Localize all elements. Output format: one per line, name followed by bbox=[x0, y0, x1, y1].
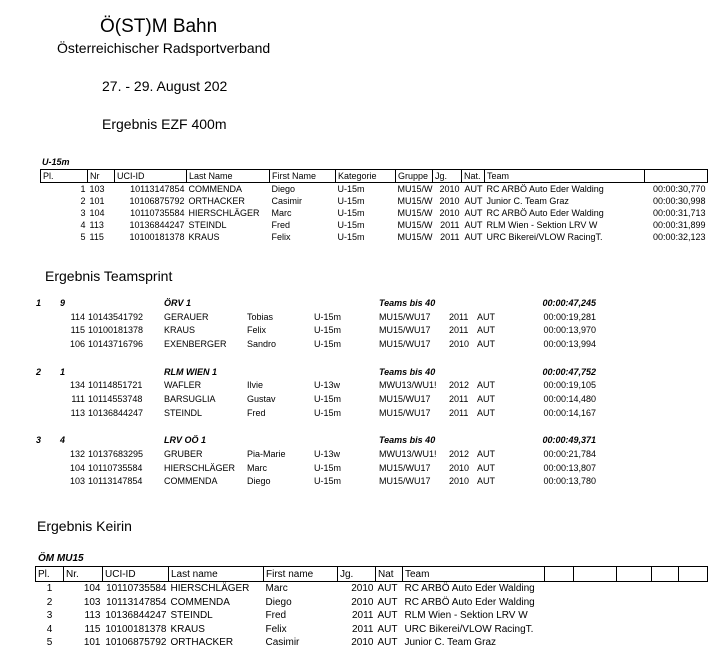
group: MU15/W bbox=[397, 184, 433, 194]
col-first: First Name bbox=[270, 170, 336, 183]
result-time: 00:00:31,713 bbox=[652, 208, 706, 218]
bib-number: 103 bbox=[89, 184, 105, 194]
nationality: AUT bbox=[464, 232, 483, 242]
last-name: WAFLER bbox=[164, 380, 202, 391]
group: MU15/W bbox=[397, 220, 433, 230]
uci-id: 10143541792 bbox=[88, 311, 144, 322]
bib-number: 115 bbox=[70, 325, 85, 336]
uci-id: 10136844247 bbox=[88, 407, 144, 418]
last-name: COMMENDA bbox=[170, 596, 230, 608]
rider-row bbox=[36, 392, 596, 406]
first-name: Ilvie bbox=[247, 380, 264, 391]
last-name: KRAUS bbox=[164, 325, 196, 336]
first-name: Casimir bbox=[271, 196, 302, 206]
team-time: 00:00:49,371 bbox=[542, 435, 596, 446]
team-name: RC ARBÖ Auto Eder Walding bbox=[486, 208, 604, 218]
uci-id: 10114553748 bbox=[88, 393, 143, 404]
teamsprint-results-table bbox=[36, 296, 596, 488]
col-last: Last name bbox=[169, 567, 264, 582]
first-name: Fred bbox=[271, 220, 291, 230]
uci-id: 10113147854 bbox=[106, 596, 167, 608]
rider-row bbox=[36, 461, 596, 475]
col-empty bbox=[617, 567, 652, 582]
bib-number: 113 bbox=[84, 610, 101, 622]
category: U-15m bbox=[337, 196, 365, 206]
col-grp: Gruppe bbox=[396, 170, 433, 183]
first-name: Tobias bbox=[247, 311, 274, 322]
team-number: 9 bbox=[60, 297, 66, 308]
team-name: ÖRV 1 bbox=[164, 297, 192, 308]
spacer bbox=[36, 447, 60, 461]
spacer bbox=[36, 337, 60, 351]
first-name: Marc bbox=[247, 462, 267, 473]
col-nr: Nr. bbox=[64, 567, 103, 582]
team-name: RC ARBÖ Auto Eder Walding bbox=[404, 583, 535, 595]
birth-year: 2012 bbox=[449, 449, 470, 460]
last-name: HIERSCHLÄGER bbox=[170, 583, 250, 595]
first-name: Gustav bbox=[247, 393, 276, 404]
nationality: AUT bbox=[477, 380, 495, 391]
keirin-results-table bbox=[35, 566, 708, 650]
event-date: 27. - 29. August 202 bbox=[102, 78, 228, 94]
spacer bbox=[88, 365, 164, 379]
first-name: Felix bbox=[271, 232, 291, 242]
place: 4 bbox=[80, 220, 86, 230]
result-title-teamsprint: Ergebnis Teamsprint bbox=[45, 268, 173, 284]
birth-year: 2012 bbox=[449, 380, 470, 391]
result-time: 00:00:31,899 bbox=[652, 220, 706, 230]
uci-id: 10100181378 bbox=[105, 623, 167, 635]
team-group: Teams bis 40 bbox=[379, 297, 436, 308]
nationality: AUT bbox=[477, 407, 495, 418]
spacer bbox=[88, 296, 164, 310]
rider-row bbox=[36, 337, 596, 351]
uci-id: 10136844247 bbox=[105, 610, 167, 622]
result-time: 00:00:30,998 bbox=[652, 196, 706, 206]
team-place: 1 bbox=[36, 297, 42, 308]
spacer bbox=[36, 351, 596, 365]
team-time: 00:00:47,752 bbox=[542, 366, 596, 377]
spacer bbox=[36, 378, 60, 392]
place: 5 bbox=[80, 232, 86, 242]
last-name: HIERSCHLÄGER bbox=[188, 208, 260, 218]
nationality: AUT bbox=[377, 583, 398, 595]
place: 1 bbox=[46, 583, 53, 595]
ezf-results-table bbox=[40, 169, 708, 243]
uci-id: 10113147854 bbox=[130, 184, 185, 194]
team-row bbox=[36, 365, 596, 379]
birth-year: 2010 bbox=[351, 583, 374, 595]
result-time: 00:00:21,784 bbox=[543, 449, 596, 460]
col-nr: Nr bbox=[88, 170, 115, 183]
spacer bbox=[237, 434, 379, 448]
last-name: KRAUS bbox=[188, 232, 220, 242]
nationality: AUT bbox=[477, 338, 495, 349]
team-name: RLM Wien - Sektion LRV W bbox=[486, 220, 598, 230]
group: MU15/WU17 bbox=[379, 476, 431, 487]
team-name: LRV OÖ 1 bbox=[164, 435, 207, 446]
category: U-15m bbox=[337, 220, 365, 230]
col-team: Team bbox=[485, 170, 645, 183]
keirin-row bbox=[36, 596, 708, 610]
birth-year: 2010 bbox=[439, 196, 460, 206]
nationality: AUT bbox=[377, 610, 398, 622]
keirin-header-row bbox=[36, 567, 708, 582]
uci-id: 10100181378 bbox=[129, 232, 185, 242]
col-uci: UCI-ID bbox=[115, 170, 187, 183]
ezf-category: U-15m bbox=[42, 157, 70, 167]
result-time: 00:00:14,167 bbox=[543, 407, 596, 418]
last-name: HIERSCHLÄGER bbox=[164, 462, 236, 473]
team-name: Junior C. Team Graz bbox=[486, 196, 569, 206]
last-name: STEINDL bbox=[188, 220, 227, 230]
group: MWU13/WU1! bbox=[379, 449, 437, 460]
group: MWU13/WU1! bbox=[379, 380, 437, 391]
group: MU15/WU17 bbox=[379, 325, 431, 336]
birth-year: 2011 bbox=[449, 393, 469, 404]
birth-year: 2011 bbox=[351, 610, 374, 622]
birth-year: 2011 bbox=[440, 220, 460, 230]
first-name: Sandro bbox=[247, 338, 277, 349]
uci-id: 10113147854 bbox=[88, 476, 143, 487]
last-name: EXENBERGER bbox=[164, 338, 227, 349]
keirin-row bbox=[36, 609, 708, 623]
bib-number: 115 bbox=[84, 623, 101, 635]
birth-year: 2010 bbox=[449, 462, 470, 473]
col-jg: Jg. bbox=[433, 170, 462, 183]
team-row bbox=[36, 296, 596, 310]
bib-number: 115 bbox=[89, 232, 104, 242]
first-name: Diego bbox=[247, 476, 271, 487]
col-time bbox=[645, 170, 708, 183]
last-name: KRAUS bbox=[170, 623, 205, 635]
category: U-15m bbox=[314, 476, 342, 487]
col-empty bbox=[652, 567, 679, 582]
first-name: Pia-Marie bbox=[247, 449, 286, 460]
col-empty bbox=[574, 567, 617, 582]
ezf-row bbox=[41, 183, 708, 196]
col-jg: Jg. bbox=[338, 567, 376, 582]
result-time: 00:00:13,994 bbox=[543, 338, 596, 349]
team-row bbox=[36, 434, 596, 448]
team-group: Teams bis 40 bbox=[379, 435, 436, 446]
bib-number: 114 bbox=[70, 311, 85, 322]
rider-row bbox=[36, 406, 596, 420]
group: MU15/WU17 bbox=[379, 407, 431, 418]
col-nat: Nat bbox=[376, 567, 403, 582]
document-title: Ö(ST)M Bahn bbox=[100, 16, 218, 37]
bib-number: 104 bbox=[83, 583, 101, 595]
first-name: Marc bbox=[271, 208, 292, 218]
category: U-15m bbox=[337, 184, 365, 194]
last-name: ORTHACKER bbox=[188, 196, 245, 206]
last-name: GRUBER bbox=[164, 449, 203, 460]
ezf-row bbox=[41, 219, 708, 231]
bib-number: 134 bbox=[69, 380, 85, 391]
spacer bbox=[36, 323, 60, 337]
result-time: 00:00:13,780 bbox=[543, 476, 596, 487]
last-name: GERAUER bbox=[164, 311, 209, 322]
team-name: URC Bikerei/VLOW RacingT. bbox=[404, 623, 534, 635]
rider-row bbox=[36, 447, 596, 461]
first-name: Marc bbox=[265, 583, 288, 595]
col-pl: Pl. bbox=[41, 170, 88, 183]
uci-id: 10106875792 bbox=[105, 637, 167, 649]
team-place: 2 bbox=[36, 366, 42, 377]
team-number: 1 bbox=[60, 366, 66, 377]
uci-id: 10143716796 bbox=[88, 338, 144, 349]
birth-year: 2011 bbox=[449, 407, 469, 418]
nationality: AUT bbox=[477, 325, 495, 336]
bib-number: 106 bbox=[69, 338, 85, 349]
first-name: Felix bbox=[247, 325, 267, 336]
nationality: AUT bbox=[477, 476, 495, 487]
bib-number: 113 bbox=[70, 407, 85, 418]
rider-row bbox=[36, 475, 596, 489]
bib-number: 113 bbox=[89, 220, 104, 230]
last-name: COMMENDA bbox=[164, 476, 218, 487]
first-name: Diego bbox=[271, 184, 296, 194]
team-name: RC ARBÖ Auto Eder Walding bbox=[486, 184, 604, 194]
first-name: Fred bbox=[265, 610, 287, 622]
spacer bbox=[36, 420, 596, 434]
keirin-row bbox=[36, 623, 708, 637]
result-time: 00:00:13,807 bbox=[543, 462, 596, 473]
federation-name: Österreichischer Radsportverband bbox=[57, 40, 271, 56]
bib-number: 101 bbox=[89, 196, 105, 206]
spacer bbox=[36, 406, 60, 420]
category: U-15m bbox=[337, 208, 365, 218]
category: U-15m bbox=[337, 232, 365, 242]
first-name: Felix bbox=[265, 623, 287, 635]
uci-id: 10100181378 bbox=[88, 325, 144, 336]
nationality: AUT bbox=[464, 184, 483, 194]
last-name: STEINDL bbox=[164, 407, 203, 418]
nationality: AUT bbox=[477, 311, 495, 322]
birth-year: 2010 bbox=[449, 338, 470, 349]
ezf-row bbox=[41, 207, 708, 219]
category: U-15m bbox=[314, 325, 342, 336]
bib-number: 103 bbox=[83, 596, 101, 608]
col-first: First name bbox=[264, 567, 338, 582]
place: 3 bbox=[46, 610, 53, 622]
result-time: 00:00:19,105 bbox=[543, 380, 596, 391]
group: MU15/WU17 bbox=[379, 462, 431, 473]
birth-year: 2010 bbox=[351, 596, 374, 608]
first-name: Casimir bbox=[265, 637, 300, 649]
last-name: COMMENDA bbox=[188, 184, 242, 194]
result-time: 00:00:13,970 bbox=[543, 325, 596, 336]
uci-id: 10110735584 bbox=[88, 462, 143, 473]
col-pl: Pl. bbox=[36, 567, 64, 582]
nationality: AUT bbox=[477, 449, 495, 460]
birth-year: 2011 bbox=[351, 623, 374, 635]
group: MU15/W bbox=[397, 232, 433, 242]
col-empty bbox=[545, 567, 574, 582]
col-empty bbox=[679, 567, 708, 582]
place: 4 bbox=[46, 623, 53, 635]
bib-number: 101 bbox=[83, 637, 101, 649]
keirin-row bbox=[36, 636, 708, 650]
col-uci: UCI-ID bbox=[103, 567, 169, 582]
spacer bbox=[36, 475, 60, 489]
col-last: Last Name bbox=[187, 170, 270, 183]
group: MU15/WU17 bbox=[379, 311, 431, 322]
col-cat: Kategorie bbox=[336, 170, 396, 183]
uci-id: 10110735584 bbox=[130, 208, 185, 218]
keirin-category: ÖM MU15 bbox=[38, 553, 84, 564]
category: U-13w bbox=[314, 449, 341, 460]
group: MU15/WU17 bbox=[379, 393, 431, 404]
birth-year: 2010 bbox=[351, 637, 374, 649]
birth-year: 2011 bbox=[449, 311, 469, 322]
team-name: RC ARBÖ Auto Eder Walding bbox=[404, 596, 535, 608]
keirin-row bbox=[36, 582, 708, 596]
group: MU15/W bbox=[397, 196, 433, 206]
nationality: AUT bbox=[464, 196, 483, 206]
col-nat: Nat. bbox=[462, 170, 485, 183]
ezf-header-row bbox=[41, 170, 708, 183]
bib-number: 104 bbox=[69, 462, 85, 473]
team-name: Junior C. Team Graz bbox=[404, 637, 497, 649]
bib-number: 103 bbox=[69, 476, 85, 487]
first-name: Fred bbox=[247, 407, 266, 418]
team-number: 4 bbox=[60, 435, 66, 446]
last-name: BARSUGLIA bbox=[164, 393, 216, 404]
nationality: AUT bbox=[377, 596, 398, 608]
nationality: AUT bbox=[464, 220, 483, 230]
nationality: AUT bbox=[477, 462, 495, 473]
bib-number: 104 bbox=[89, 208, 105, 218]
spacer-row bbox=[36, 420, 596, 434]
spacer bbox=[88, 434, 164, 448]
category: U-15m bbox=[314, 338, 342, 349]
team-name: RLM Wien - Sektion LRV W bbox=[404, 610, 528, 622]
last-name: ORTHACKER bbox=[170, 637, 234, 649]
first-name: Diego bbox=[265, 596, 292, 608]
rider-row bbox=[36, 378, 596, 392]
category: U-13w bbox=[314, 380, 341, 391]
team-name: RLM WIEN 1 bbox=[164, 366, 217, 377]
uci-id: 10106875792 bbox=[129, 196, 185, 206]
team-group: Teams bis 40 bbox=[379, 366, 436, 377]
rider-row bbox=[36, 323, 596, 337]
spacer-row bbox=[36, 351, 596, 365]
nationality: AUT bbox=[377, 623, 398, 635]
place: 3 bbox=[80, 208, 86, 218]
place: 2 bbox=[46, 596, 53, 608]
team-time: 00:00:47,245 bbox=[542, 297, 596, 308]
category: U-15m bbox=[314, 407, 342, 418]
result-time: 00:00:30,770 bbox=[652, 184, 706, 194]
result-time: 00:00:14,480 bbox=[543, 393, 596, 404]
bib-number: 132 bbox=[69, 449, 85, 460]
ezf-row bbox=[41, 231, 708, 243]
group: MU15/W bbox=[397, 208, 433, 218]
spacer bbox=[36, 392, 60, 406]
place: 2 bbox=[80, 196, 86, 206]
team-place: 3 bbox=[36, 435, 42, 446]
nationality: AUT bbox=[464, 208, 483, 218]
group: MU15/WU17 bbox=[379, 338, 431, 349]
nationality: AUT bbox=[377, 637, 398, 649]
category: U-15m bbox=[314, 311, 342, 322]
birth-year: 2011 bbox=[449, 325, 469, 336]
uci-id: 10136844247 bbox=[129, 220, 185, 230]
birth-year: 2010 bbox=[439, 208, 460, 218]
spacer bbox=[237, 365, 379, 379]
spacer bbox=[237, 296, 379, 310]
result-time: 00:00:32,123 bbox=[652, 232, 706, 242]
bib-number: 111 bbox=[71, 393, 85, 404]
spacer bbox=[36, 461, 60, 475]
ezf-row bbox=[41, 195, 708, 207]
uci-id: 10137683295 bbox=[88, 449, 144, 460]
rider-row bbox=[36, 310, 596, 324]
place: 5 bbox=[46, 637, 53, 649]
result-time: 00:00:19,281 bbox=[543, 311, 596, 322]
place: 1 bbox=[80, 184, 86, 194]
spacer bbox=[36, 310, 60, 324]
birth-year: 2010 bbox=[449, 476, 470, 487]
category: U-15m bbox=[314, 462, 342, 473]
uci-id: 10114851721 bbox=[88, 380, 143, 391]
result-title-ezf: Ergebnis EZF 400m bbox=[102, 116, 227, 132]
birth-year: 2010 bbox=[439, 184, 460, 194]
category: U-15m bbox=[314, 393, 342, 404]
uci-id: 10110735584 bbox=[106, 583, 167, 595]
birth-year: 2011 bbox=[440, 232, 460, 242]
team-name: URC Bikerei/VLOW RacingT. bbox=[486, 232, 603, 242]
last-name: STEINDL bbox=[170, 610, 213, 622]
col-team: Team bbox=[403, 567, 545, 582]
nationality: AUT bbox=[477, 393, 495, 404]
result-title-keirin: Ergebnis Keirin bbox=[37, 518, 132, 534]
